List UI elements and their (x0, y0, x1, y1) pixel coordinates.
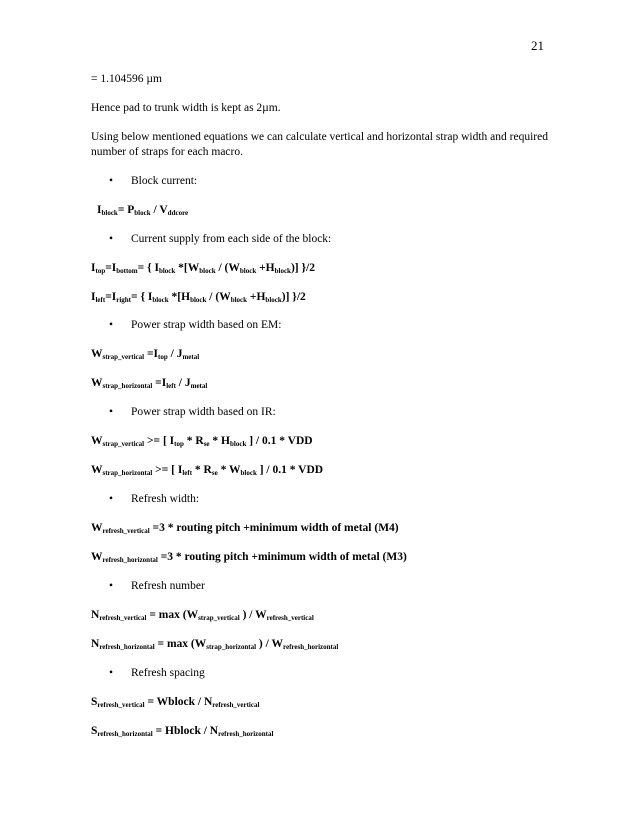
bullet-block-current: • Block current: (91, 174, 551, 189)
equation-em-vertical: $W_{strap\_vertical} =I_{top} / J_{metal}$ (91, 348, 200, 362)
bullet-current-supply: • Current supply from each side of the block: (91, 232, 551, 247)
equation-block-current: $I_{block}= P_{block} / V_{ddcore}$ (97, 203, 189, 217)
equation-n-horizontal: $N_{refresh\_horizontal} = \max (W_{strap\_horizontal}$ ) / $W_{refresh\_horizontal}$ (91, 637, 339, 651)
intro-paragraph: Using below mentioned equations we can calculate vertical and horizontal strap width and required number of straps for each macro. (91, 130, 548, 158)
bullet-refresh-number: • Refresh number (91, 579, 551, 594)
pad-to-trunk-text: Hence pad to trunk width is kept as 2µm. (91, 101, 281, 114)
equation-em-horizontal: $W_{strap\_horizontal} =I_{left} / J_{metal}$ (91, 377, 208, 391)
equation-refresh-horizontal: $W_{refresh\_horizontal} =3$ * routing pitch +minimum width of metal (M3) (91, 550, 407, 564)
bullet-refresh-width: • Refresh width: (91, 492, 551, 507)
equation-left-right: $I_{left}=I_{right}=$ { $I_{block}$ $*[H_{block} / (W_{block} +H_{block})]$ }/2 (91, 290, 306, 304)
equation-top-bottom: $I_{top}=I_{bottom}=$ { $I_{block}$ $*[W_{block} / (W_{block} +H_{block})]$ }/2 (91, 261, 315, 275)
equation-s-vertical: $S_{refresh\_vertical}$ = Wblock / $N_{refresh\_vertical}$ (91, 695, 260, 709)
bullet-refresh-spacing: • Refresh spacing (91, 666, 551, 681)
bullet-ir-width: • Power strap width based on IR: (91, 405, 551, 420)
equation-ir-horizontal: $W_{strap\_horizontal}$ >= [ $I_{left} * R_{se} * W_{block}$ ] / 0.1 * VDD (91, 464, 324, 478)
equation-ir-vertical: $W_{strap\_vertical}$ >= [ $I_{top} * R_{se} * H_{block}$ ] / 0.1 * VDD (91, 435, 313, 449)
equation-refresh-vertical: $W_{refresh\_vertical} =3$ * routing pitch +minimum width of metal (M4) (91, 522, 399, 535)
equation-n-vertical: $N_{refresh\_vertical} = \max (W_{strap\_vertical}$ ) / $W_{refresh\_vertical}$ (91, 608, 314, 622)
bullet-em-width: • Power strap width based on EM: (91, 318, 551, 333)
equation-s-horizontal: $S_{refresh\_horizontal}$ = Hblock / $N_{refresh\_horizontal}$ (91, 724, 274, 738)
result-line: = 1.104596 µm (91, 73, 162, 85)
document-body (91, 72, 551, 753)
page-number: 21 (531, 38, 544, 53)
